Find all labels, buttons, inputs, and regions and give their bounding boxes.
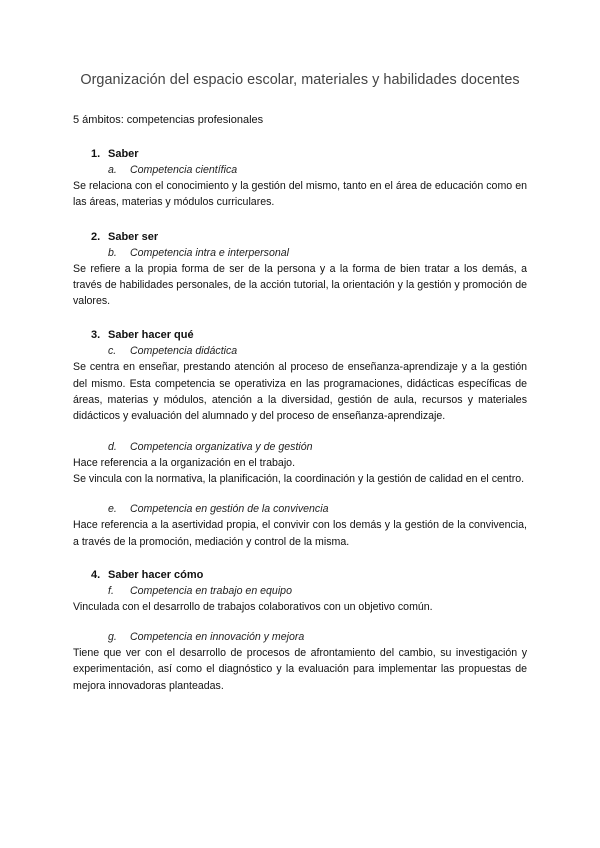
section-heading (73, 327, 527, 343)
subsection-title-text: Competencia organizativa y de gestión (130, 440, 313, 453)
paragraph: Hace referencia a la asertividad propia, el convivir con los demás y la gestión de la convivencia, a través de la promoción, mediación y control de la misma. (73, 519, 527, 548)
subsection-letter: b. (108, 246, 117, 259)
paragraph: Se vincula con la normativa, la planificación, la coordinación y la gestión de calidad en el centro. (73, 472, 525, 485)
paragraph: Se relaciona con el conocimiento y la gestión del mismo, tanto en el área de educación como en las áreas, materias y módulos curriculares. (73, 180, 527, 209)
subsection-title (73, 245, 527, 261)
section-saber-ser (73, 229, 527, 310)
section-number: 4. (91, 568, 101, 581)
subsection-title-text: Competencia científica (130, 164, 238, 176)
subsection-title-text: Competencia didáctica (130, 345, 238, 358)
subsection-title-text: Competencia intra e interpersonal (130, 246, 289, 259)
paragraph: Se refiere a la propia forma de ser de la persona y a la forma de bien tratar a los demás, a través de habilidades personales, de la acción tutorial, la orientación y la gestión y promoción de valores. (73, 262, 527, 308)
intro-text: 5 ámbitos: competencias profesionales (73, 114, 264, 126)
subsection-title-text: Competencia en gestión de la convivencia (130, 503, 329, 516)
section-title: Saber (108, 148, 139, 160)
section-heading (73, 229, 527, 245)
section-number: 2. (91, 230, 101, 243)
subsection-title-text: Competencia en trabajo en equipo (130, 584, 292, 597)
subsection-letter: d. (108, 440, 117, 453)
section-heading (73, 567, 527, 583)
subsection-title (73, 439, 527, 455)
section-number: 1. (91, 148, 101, 160)
paragraph: Hace referencia a la organización en el trabajo. (73, 456, 296, 469)
section-saber (73, 146, 527, 211)
subsection-letter: g. (108, 631, 117, 644)
section-number: 3. (91, 329, 101, 342)
paragraph: Se centra en enseñar, prestando atención al proceso de enseñanza-aprendizaje y a la gestión del mismo. Esta competencia se operativiza en las programaciones, didácticas específicas de áreas, materias y módulos, atención a la diversidad, gestión de aula, recursos y materiales didácticos y evaluación del alumnado y del proceso de enseñanza-aprendizaje. (73, 361, 527, 423)
subsection-title (73, 343, 527, 359)
section-title: Saber hacer qué (108, 329, 194, 342)
paragraph: Tiene que ver con el desarrollo de procesos de afrontamiento del cambio, su investigación y experimentación, así como el diagnóstico y la evaluación para implementar las propuestas de mejora innovadoras planteadas. (73, 647, 527, 692)
subsection-letter: e. (108, 503, 117, 516)
section-heading (73, 146, 527, 162)
section-saber-hacer-como (73, 567, 527, 694)
subsection-title (73, 162, 527, 178)
document-title: Organización del espacio escolar, materiales y habilidades docentes (80, 72, 520, 88)
subsection-title (73, 501, 527, 517)
subsection-letter: c. (108, 345, 117, 358)
section-saber-hacer-que (73, 327, 527, 549)
subsection-letter: f. (108, 584, 114, 597)
document-body (73, 146, 527, 694)
subsection-title-text: Competencia en innovación y mejora (130, 631, 305, 644)
subsection-title (73, 629, 527, 645)
subsection-title (73, 583, 527, 599)
section-title: Saber ser (108, 230, 159, 243)
subsection-letter: a. (108, 164, 117, 176)
paragraph: Vinculada con el desarrollo de trabajos colaborativos con un objetivo común. (73, 600, 433, 613)
section-title: Saber hacer cómo (108, 568, 204, 581)
